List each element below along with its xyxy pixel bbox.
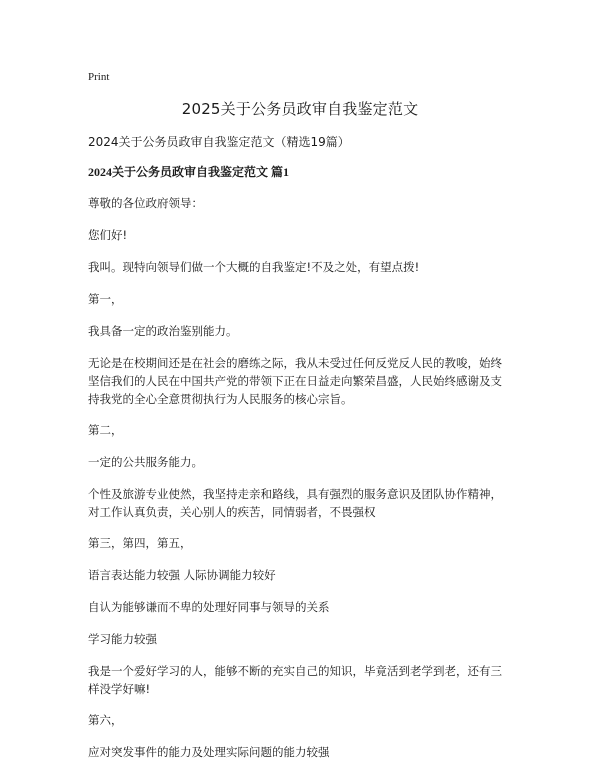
relationship-paragraph: 自认为能够谦而不卑的处理好同事与领导的关系 [88, 600, 330, 614]
document-title: 2025关于公务员政审自我鉴定范文 [181, 100, 419, 118]
language-skill-paragraph: 语言表达能力较强 人际协调能力较好 [88, 568, 276, 582]
section-heading: 2024关于公务员政审自我鉴定范文 篇1 [88, 165, 290, 179]
intro-paragraph: 我叫。现特向领导们做一个大概的自我鉴定!不及之处，有望点拨! [88, 260, 420, 274]
learning-body-paragraph: 我是一个爱好学习的人，能够不断的充实自己的知识，毕竟活到老学到老，还有三样没学好嘛! [88, 664, 502, 696]
points-three-to-five-heading: 第三，第四，第五， [88, 536, 192, 550]
point-one-body: 无论是在校期间还是在社会的磨练之际，我从未受过任何反党反人民的教唆，始终坚信我们的人民在中国共产党的带领下正在日益走向繁荣昌盛，人民始终感谢及支持我党的全心全意贯彻执行为人民服务的核心宗旨。 [88, 356, 502, 406]
print-link[interactable]: Print [88, 71, 110, 83]
document-subtitle: 2024关于公务员政审自我鉴定范文（精选19篇） [88, 135, 350, 149]
greeting: 您们好! [88, 228, 128, 242]
point-one-heading: 第一， [88, 292, 123, 306]
point-one-summary: 我具备一定的政治鉴别能力。 [88, 324, 238, 338]
salutation: 尊敬的各位政府领导： [88, 196, 203, 210]
learning-skill-paragraph: 学习能力较强 [88, 632, 157, 646]
point-two-body: 个性及旅游专业使然，我坚持走亲和路线，具有强烈的服务意识及团队协作精神，对工作认真负责，关心别人的疾苦，同情弱者，不畏强权 [88, 487, 502, 519]
point-six-summary: 应对突发事件的能力及处理实际问题的能力较强 [88, 745, 330, 759]
point-two-summary: 一定的公共服务能力。 [88, 455, 203, 469]
point-two-heading: 第二， [88, 423, 123, 437]
point-six-heading: 第六， [88, 713, 123, 727]
